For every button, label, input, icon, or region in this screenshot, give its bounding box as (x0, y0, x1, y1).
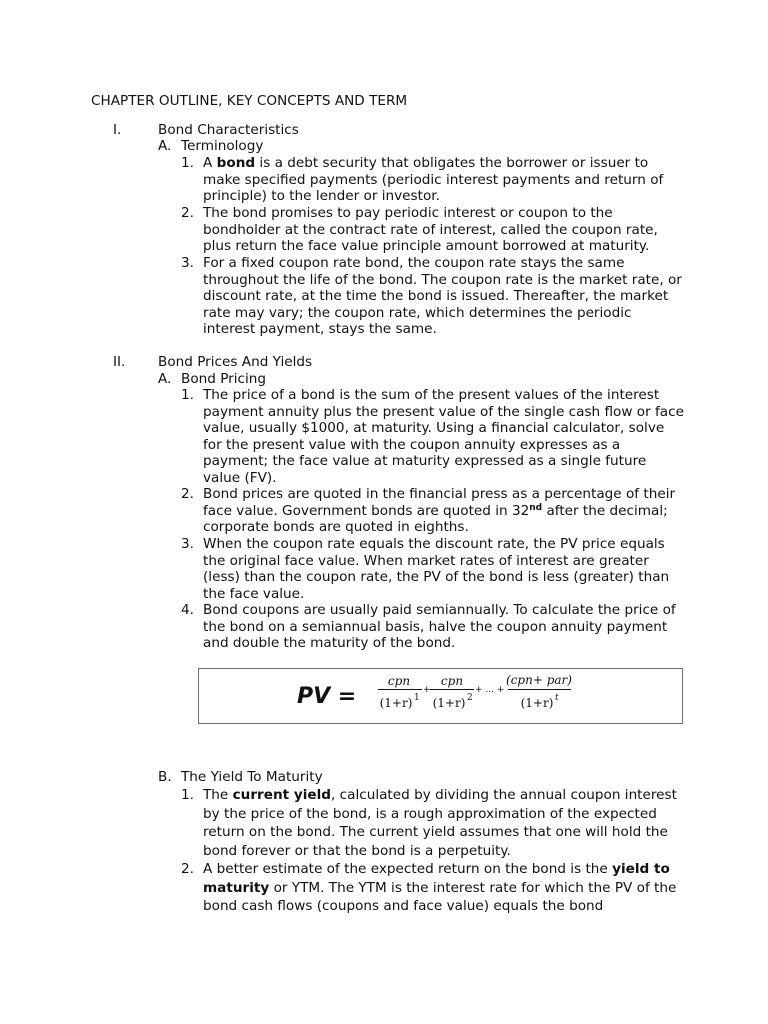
item-text: The price of a bond is the sum of the present values of the interest payment annuity plus the present value of the single cash flow or face value, usually $1000, at maturity. Using a financial calculator, solve for the present value with the coupon annuity expresses as a payment; the face value at maturity expressed as a single future value (FV). (203, 387, 684, 486)
formula-numerator-2: cpn (440, 674, 464, 688)
subsection-bond-pricing (158, 371, 266, 388)
subsection-title: The Yield To Maturity (181, 769, 323, 785)
item-number: 1. (181, 387, 194, 403)
section-numeral-1: I. (113, 122, 122, 138)
pv-formula (199, 669, 684, 725)
subsection-title: Bond Pricing (181, 371, 267, 387)
superscript-nd: nd (529, 502, 543, 513)
subsection-letter: A. (158, 138, 172, 154)
term-bond: bond (216, 155, 256, 171)
term-yield-to-maturity: yield to maturity (203, 861, 670, 896)
section-title-bond-characteristics: Bond Characteristics (158, 122, 299, 138)
subsection-terminology (158, 138, 263, 155)
item-text: For a fixed coupon rate bond, the coupon rate stays the same throughout the life of the bond. The coupon rate is the market rate, or discount rate, at the time the bond is issued. Thereafter, the market rate may vary; the coupon rate, which determines the periodic interest payment, stays the same. (203, 255, 682, 338)
item-number: 3. (181, 536, 194, 552)
item-text: The current yield, calculated by dividing the annual coupon interest by the price of the bond, is a rough approximation of the expected return on the bond. The current yield assumes that one will hold the bond forever or that the bond is a perpetuity. (203, 787, 677, 859)
item-text: A bond is a debt security that obligates the borrower or issuer to make specified payments (periodic interest payments and return of principle) to the lender or investor. (203, 155, 664, 205)
item-number: 1. (181, 155, 194, 171)
formula-exponent-3: t (555, 693, 559, 703)
item-text: A better estimate of the expected return on the bond is the yield to maturity or YTM. The YTM is the interest rate for which the PV of the bond cash flows (coupons and face value) equals the bond (203, 861, 677, 914)
formula-denominator-3: (1+r) (520, 696, 554, 710)
section-title-bond-prices: Bond Prices And Yields (158, 354, 313, 370)
item-number: 2. (181, 205, 194, 221)
subsection-letter: A. (158, 371, 172, 387)
item-number: 3. (181, 255, 194, 271)
item-number: 1. (181, 787, 194, 803)
section-numeral-2: II. (113, 354, 126, 370)
chapter-title: CHAPTER OUTLINE, KEY CONCEPTS AND TERM (91, 93, 408, 109)
formula-denominator-1: (1+r) (379, 696, 413, 710)
formula-numerator-1: cpn (387, 674, 411, 688)
formula-numerator-3: (cpn+ par) (506, 673, 572, 687)
item-number: 2. (181, 486, 194, 502)
item-text: The bond promises to pay periodic interest or coupon to the bondholder at the contract rate of interest, called the coupon rate, plus return the face value principle amount borrowed at maturity. (203, 205, 658, 255)
formula-exponent-2: 2 (467, 693, 473, 703)
formula-plus: + (423, 685, 431, 695)
subsection-letter: B. (158, 769, 172, 785)
item-text: Bond coupons are usually paid semiannually. To calculate the price of the bond on a semiannual basis, halve the coupon annuity payment and double the maturity of the bond. (203, 602, 676, 652)
formula-ellipsis: + ... + (475, 685, 505, 695)
pv-formula-box (198, 668, 683, 724)
item-number: 2. (181, 861, 194, 877)
item-number: 4. (181, 602, 194, 618)
term-current-yield: current yield (232, 787, 332, 803)
formula-exponent-1: 1 (414, 693, 420, 703)
formula-lhs: PV = (297, 684, 357, 709)
item-text: Bond prices are quoted in the financial press as a percentage of their face value. Government bonds are quoted in 32nd after the decimal; corporate bonds are quoted in eighths. (203, 486, 676, 536)
item-text: When the coupon rate equals the discount rate, the PV price equals the original face value. When market rates of interest are greater (less) than the coupon rate, the PV of the bond is less (greater) than the face value. (203, 536, 670, 602)
subsection-title: Terminology (181, 138, 264, 154)
subsection-yield-to-maturity (158, 769, 323, 786)
formula-denominator-2: (1+r) (432, 696, 466, 710)
